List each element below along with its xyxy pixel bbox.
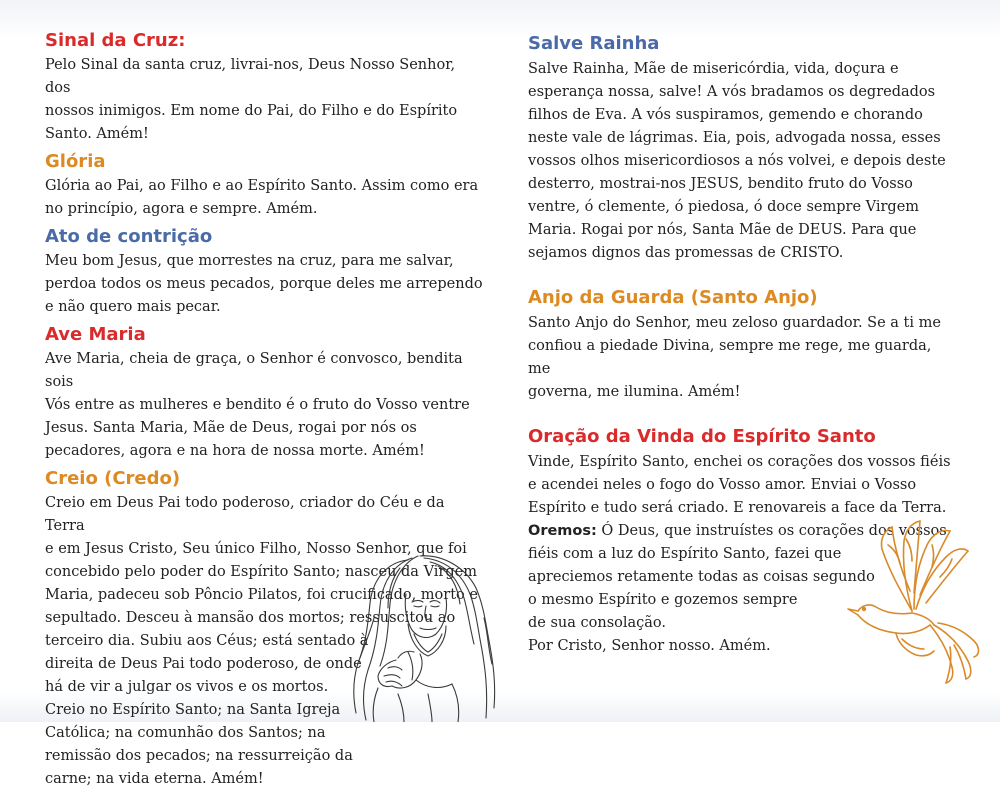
oremos-label: Oremos: <box>528 523 597 539</box>
prayer-title: Creio (Credo) <box>45 468 181 489</box>
prayer-title: Oração da Vinda do Espírito Santo <box>528 426 876 447</box>
prayer-text: Santo Anjo do Senhor, meu zeloso guardador. Se a ti me confiou a piedade Divina, sempre me rege, me guarda, me governa, me ilumina. Amém! <box>528 315 941 400</box>
prayer-text: Pelo Sinal da santa cruz, livrai-nos, Deus Nosso Senhor, dos nossos inimigos. Em nome do Pai, do Filho e do Espírito Santo. Amém! <box>45 57 458 142</box>
prayer-title: Anjo da Guarda (Santo Anjo) <box>528 287 818 308</box>
prayer-anjo-da-guarda <box>528 287 958 404</box>
oremos-text: Ó Deus, que instruístes os corações dos vossos fiéis com a luz do Espírito Santo, fazei que apreciemos retamente todas as coisas segundo o mesmo Espírito e gozemos sempre de sua consolação. Por Cristo, Senhor nosso. Amém. <box>528 523 947 654</box>
holy-spirit-dove-icon <box>840 515 985 685</box>
praying-jesus-illustration <box>348 548 498 722</box>
prayer-text: Glória ao Pai, ao Filho e ao Espírito Santo. Assim como era no princípio, agora e sempre. Amém. <box>45 178 479 217</box>
prayer-title: Salve Rainha <box>528 33 660 54</box>
prayer-sinal-da-cruz <box>45 30 485 146</box>
prayer-text: Meu bom Jesus, que morrestes na cruz, para me salvar, perdoa todos os meus pecados, porque deles me arrependo e não quero mais pecar. <box>45 253 483 315</box>
prayer-text: Ave Maria, cheia de graça, o Senhor é convosco, bendita sois Vós entre as mulheres e bendito é o fruto do Vosso ventre Jesus. Santa Maria, Mãe de Deus, rogai por nós os pecadores, agora e na hora de nossa morte. Amém! <box>45 351 470 459</box>
prayer-title: Glória <box>45 151 106 172</box>
prayer-ato-de-contricao <box>45 226 485 319</box>
prayer-text: Vinde, Espírito Santo, enchei os corações dos vossos fiéis e acendei neles o fogo do Vosso amor. Enviai o Vosso Espírito e tudo será criado. E renovareis a face da Terra. <box>528 454 951 516</box>
prayer-title: Ato de contrição <box>45 226 213 247</box>
prayer-gloria <box>45 151 485 221</box>
prayer-text: Creio em Deus Pai todo poderoso, criador do Céu e da Terra e em Jesus Cristo, Seu único Filho, Nosso Senhor, que foi concebido pelo poder do Espírito Santo; nasceu da Virgem Maria, padeceu sob Pôncio Pilatos, foi crucificado, morto e sepultado. Desceu à mansão dos mortos; ressuscitou ao terceiro dia. Subiu aos Céus; está sentado à direita de Deus Pai todo poderoso, de onde há de vir a julgar os vivos e os mortos. Creio no Espírito Santo; na Santa Igreja Católica; na comunhão dos Santos; na remissão dos pecados; na ressurreição da carne; na vida eterna. Amém! <box>45 495 478 787</box>
prayer-salve-rainha <box>528 33 958 265</box>
prayer-ave-maria <box>45 324 485 463</box>
prayer-title: Ave Maria <box>45 324 146 345</box>
prayer-title: Sinal da Cruz: <box>45 30 186 51</box>
prayer-text: Salve Rainha, Mãe de misericórdia, vida, doçura e esperança nossa, salve! A vós bradamos os degredados filhos de Eva. A vós suspiramos, gemendo e chorando neste vale de lágrimas. Eia, pois, advogada nossa, esses vossos olhos misericordiosos a nós volvei, e depois deste desterro, mostrai-nos JESUS, bendito fruto do Vosso ventre, ó clemente, ó piedosa, ó doce sempre Virgem Maria. Rogai por nós, Santa Mãe de DEUS. Para que sejamos dignos das promessas de CRISTO. <box>528 61 946 261</box>
